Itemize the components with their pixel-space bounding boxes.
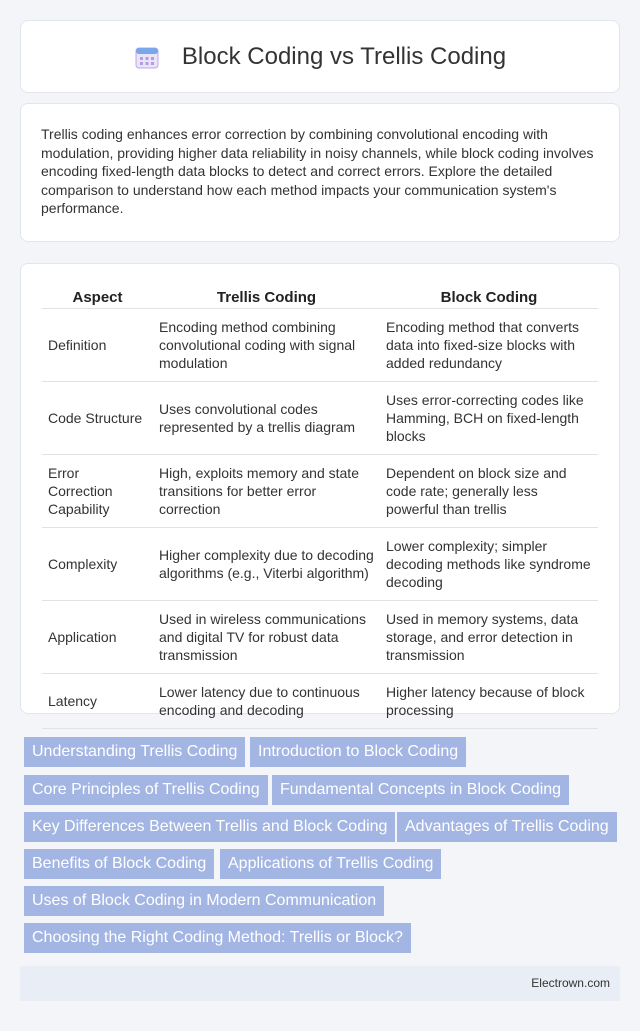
table-row <box>42 601 598 674</box>
cell-block: Dependent on block size and code rate; generally less powerful than trellis <box>380 455 598 528</box>
cell-aspect: Definition <box>42 309 153 382</box>
link-uses-block[interactable]: Uses of Block Coding in Modern Communication <box>24 886 384 916</box>
intro-text: Trellis coding enhances error correction by combining convolutional encoding with modulation, providing higher data reliability in noisy channels, while block coding involves encoding fixed-length data blocks to detect and correct errors. Explore the detailed comparison to understand how each method impacts your communication system's performance. <box>41 126 594 216</box>
header-trellis: Trellis Coding <box>153 286 380 309</box>
cell-block: Higher latency because of block processing <box>380 674 598 729</box>
cell-trellis: High, exploits memory and state transitions for better error correction <box>153 455 380 528</box>
link-core-trellis[interactable]: Core Principles of Trellis Coding <box>24 775 268 805</box>
comparison-table <box>42 286 598 729</box>
header-block: Block Coding <box>380 286 598 309</box>
header-aspect: Aspect <box>42 286 153 309</box>
cell-aspect: Code Structure <box>42 382 153 455</box>
cell-trellis: Encoding method combining convolutional coding with signal modulation <box>153 309 380 382</box>
cell-block: Used in memory systems, data storage, and error detection in transmission <box>380 601 598 674</box>
cell-aspect: Latency <box>42 674 153 729</box>
table-row <box>42 528 598 601</box>
cell-trellis: Lower latency due to continuous encoding and decoding <box>153 674 380 729</box>
intro-card <box>20 103 620 242</box>
page-title: Block Coding vs Trellis Coding <box>181 42 507 70</box>
cell-aspect: Complexity <box>42 528 153 601</box>
link-intro-block[interactable]: Introduction to Block Coding <box>250 737 466 767</box>
cell-aspect: Error Correction Capability <box>42 455 153 528</box>
cell-trellis: Uses convolutional codes represented by a trellis diagram <box>153 382 380 455</box>
link-choosing-method[interactable]: Choosing the Right Coding Method: Trellis or Block? <box>24 923 411 953</box>
link-understanding-trellis[interactable]: Understanding Trellis Coding <box>24 737 245 767</box>
table-row <box>42 382 598 455</box>
comparison-card <box>20 263 620 718</box>
cell-trellis: Used in wireless communications and digital TV for robust data transmission <box>153 601 380 674</box>
cell-trellis: Higher complexity due to decoding algorithms (e.g., Viterbi algorithm) <box>153 528 380 601</box>
calendar-icon <box>134 44 160 70</box>
cell-block: Uses error-correcting codes like Hamming, BCH on fixed-length blocks <box>380 382 598 455</box>
cell-aspect: Application <box>42 601 153 674</box>
cell-block: Lower complexity; simpler decoding methods like syndrome decoding <box>380 528 598 601</box>
link-applications-trellis[interactable]: Applications of Trellis Coding <box>220 849 441 879</box>
table-row <box>42 674 598 729</box>
table-header-row <box>42 286 598 309</box>
link-fundamental-block[interactable]: Fundamental Concepts in Block Coding <box>272 775 569 805</box>
link-benefits-block[interactable]: Benefits of Block Coding <box>24 849 214 879</box>
link-key-differences[interactable]: Key Differences Between Trellis and Block Coding <box>24 812 395 842</box>
link-advantages-trellis[interactable]: Advantages of Trellis Coding <box>397 812 617 842</box>
table-row <box>42 455 598 528</box>
table-row <box>42 309 598 382</box>
footer-site[interactable]: Electrown.com <box>531 976 610 990</box>
title-card <box>20 20 620 93</box>
cell-block: Encoding method that converts data into fixed-size blocks with added redundancy <box>380 309 598 382</box>
footer <box>20 966 620 1001</box>
